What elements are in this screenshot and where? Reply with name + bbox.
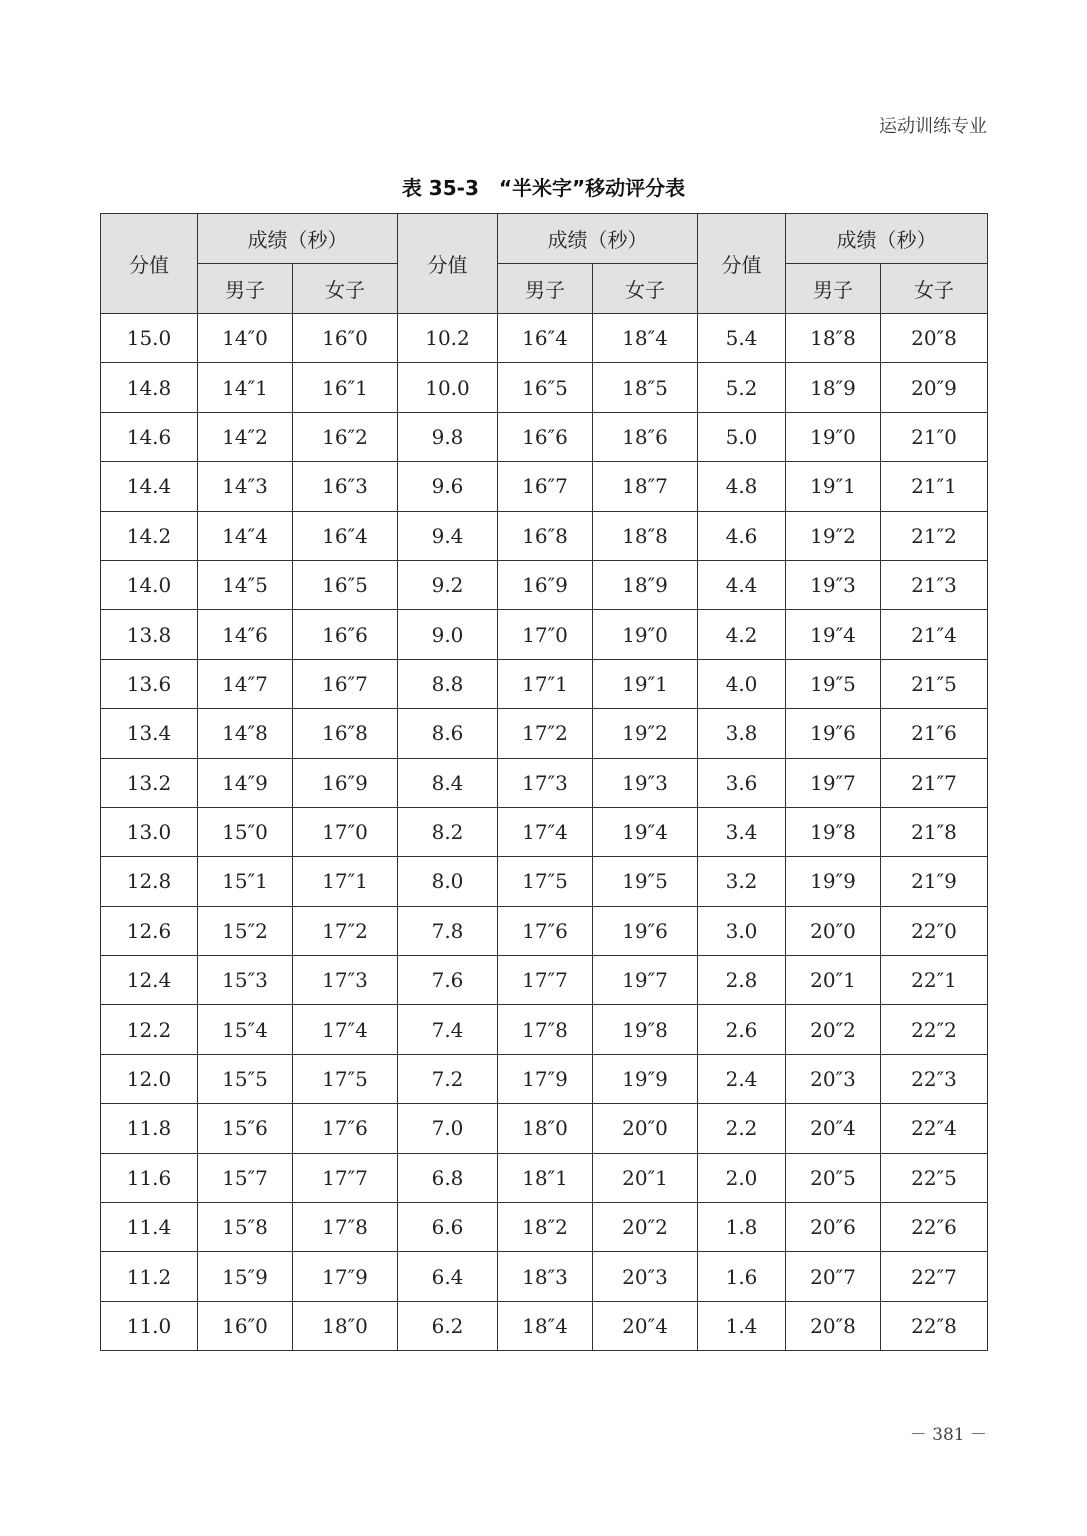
table-cell: 13.6 [101,659,198,708]
table-row [101,659,988,708]
table-cell: 19″7 [593,956,698,1005]
table-cell: 9.4 [398,511,498,560]
female-column-header: 女子 [593,264,698,314]
table-cell: 11.2 [101,1252,198,1301]
table-cell: 14″9 [198,758,293,807]
table-cell: 14″3 [198,462,293,511]
table-cell: 14″4 [198,511,293,560]
table-cell: 22″8 [881,1301,988,1350]
table-cell: 2.8 [698,956,786,1005]
table-cell: 22″6 [881,1203,988,1252]
table-cell: 19″3 [786,560,881,609]
table-cell: 12.8 [101,857,198,906]
table-cell: 15.0 [101,314,198,363]
table-cell: 8.2 [398,807,498,856]
table-cell: 17″6 [498,906,593,955]
table-cell: 6.8 [398,1153,498,1202]
table-cell: 18″4 [593,314,698,363]
table-cell: 19″8 [786,807,881,856]
table-cell: 19″1 [786,462,881,511]
table-cell: 15″8 [198,1203,293,1252]
table-cell: 20″9 [881,363,988,412]
table-cell: 18″9 [593,560,698,609]
score-column-header: 分值 [101,214,198,314]
table-row [101,709,988,758]
table-cell: 3.4 [698,807,786,856]
table-cell: 7.6 [398,956,498,1005]
table-cell: 19″1 [593,659,698,708]
table-cell: 18″9 [786,363,881,412]
table-cell: 19″5 [593,857,698,906]
table-cell: 13.8 [101,610,198,659]
table-row [101,1301,988,1350]
table-cell: 16″0 [198,1301,293,1350]
table-cell: 17″6 [293,1104,398,1153]
table-cell: 17″5 [293,1054,398,1103]
table-cell: 20″2 [593,1203,698,1252]
table-cell: 11.6 [101,1153,198,1202]
table-cell: 18″7 [593,462,698,511]
table-row [101,363,988,412]
table-cell: 20″8 [881,314,988,363]
table-cell: 19″9 [786,857,881,906]
table-cell: 19″2 [786,511,881,560]
table-cell: 7.8 [398,906,498,955]
table-cell: 14″5 [198,560,293,609]
table-cell: 21″1 [881,462,988,511]
table-cell: 9.8 [398,412,498,461]
table-row [101,758,988,807]
table-row [101,1054,988,1103]
table-cell: 17″9 [498,1054,593,1103]
table-cell: 14″0 [198,314,293,363]
table-row [101,1153,988,1202]
table-cell: 5.0 [698,412,786,461]
table-cell: 11.8 [101,1104,198,1153]
table-cell: 12.0 [101,1054,198,1103]
table-cell: 9.2 [398,560,498,609]
table-cell: 21″5 [881,659,988,708]
table-cell: 6.4 [398,1252,498,1301]
table-cell: 18″5 [593,363,698,412]
table-cell: 16″5 [293,560,398,609]
table-cell: 8.4 [398,758,498,807]
result-column-header: 成绩（秒） [198,214,398,264]
table-cell: 16″8 [498,511,593,560]
table-cell: 22″1 [881,956,988,1005]
table-cell: 16″9 [498,560,593,609]
table-cell: 12.4 [101,956,198,1005]
table-cell: 2.2 [698,1104,786,1153]
table-cell: 16″9 [293,758,398,807]
table-cell: 17″9 [293,1252,398,1301]
table-cell: 2.4 [698,1054,786,1103]
table-cell: 19″0 [593,610,698,659]
table-cell: 18″4 [498,1301,593,1350]
table-cell: 15″6 [198,1104,293,1153]
table-cell: 20″4 [786,1104,881,1153]
table-cell: 21″2 [881,511,988,560]
table-body [101,314,988,1351]
table-cell: 7.4 [398,1005,498,1054]
table-cell: 17″2 [293,906,398,955]
table-cell: 15″9 [198,1252,293,1301]
table-cell: 21″7 [881,758,988,807]
table-cell: 22″3 [881,1054,988,1103]
table-cell: 20″2 [786,1005,881,1054]
table-cell: 16″5 [498,363,593,412]
table-cell: 8.8 [398,659,498,708]
table-cell: 19″4 [593,807,698,856]
table-row [101,412,988,461]
table-cell: 19″2 [593,709,698,758]
table-cell: 13.4 [101,709,198,758]
result-column-header: 成绩（秒） [786,214,988,264]
table-cell: 14.0 [101,560,198,609]
table-cell: 15″0 [198,807,293,856]
table-cell: 20″1 [786,956,881,1005]
table-row [101,1203,988,1252]
table-cell: 20″4 [593,1301,698,1350]
table-cell: 20″0 [593,1104,698,1153]
table-cell: 17″1 [293,857,398,906]
table-cell: 8.0 [398,857,498,906]
table-cell: 20″1 [593,1153,698,1202]
table-cell: 18″0 [293,1301,398,1350]
table-cell: 17″3 [293,956,398,1005]
table-cell: 15″5 [198,1054,293,1103]
table-cell: 8.6 [398,709,498,758]
table-cell: 3.6 [698,758,786,807]
table-cell: 19″6 [786,709,881,758]
table-cell: 16″6 [498,412,593,461]
table-cell: 17″2 [498,709,593,758]
table-cell: 19″3 [593,758,698,807]
table-cell: 16″8 [293,709,398,758]
table-cell: 16″3 [293,462,398,511]
table-cell: 20″7 [786,1252,881,1301]
table-cell: 14.4 [101,462,198,511]
result-column-header: 成绩（秒） [498,214,698,264]
table-cell: 1.6 [698,1252,786,1301]
table-cell: 4.8 [698,462,786,511]
table-cell: 21″3 [881,560,988,609]
table-row [101,956,988,1005]
table-cell: 18″3 [498,1252,593,1301]
table-cell: 3.8 [698,709,786,758]
table-row [101,1104,988,1153]
table-cell: 21″9 [881,857,988,906]
table-cell: 13.0 [101,807,198,856]
table-cell: 19″9 [593,1054,698,1103]
table-cell: 14″2 [198,412,293,461]
table-cell: 17″0 [293,807,398,856]
table-cell: 17″1 [498,659,593,708]
table-cell: 10.2 [398,314,498,363]
table-cell: 19″6 [593,906,698,955]
table-cell: 18″6 [593,412,698,461]
table-cell: 11.0 [101,1301,198,1350]
table-cell: 19″5 [786,659,881,708]
page-number: － 381 － [909,1425,987,1445]
table-cell: 22″4 [881,1104,988,1153]
table-cell: 4.2 [698,610,786,659]
table-cell: 17″8 [498,1005,593,1054]
table-row [101,314,988,363]
table-cell: 14.8 [101,363,198,412]
male-column-header: 男子 [498,264,593,314]
table-cell: 5.4 [698,314,786,363]
table-row [101,610,988,659]
table-cell: 18″8 [786,314,881,363]
table-cell: 15″4 [198,1005,293,1054]
table-cell: 16″7 [498,462,593,511]
table-cell: 7.2 [398,1054,498,1103]
table-cell: 19″0 [786,412,881,461]
table-row [101,906,988,955]
table-cell: 9.6 [398,462,498,511]
table-cell: 15″1 [198,857,293,906]
male-column-header: 男子 [786,264,881,314]
table-cell: 16″2 [293,412,398,461]
table-cell: 18″1 [498,1153,593,1202]
table-cell: 17″8 [293,1203,398,1252]
table-cell: 14″8 [198,709,293,758]
table-cell: 17″0 [498,610,593,659]
table-cell: 18″0 [498,1104,593,1153]
table-cell: 4.6 [698,511,786,560]
table-cell: 17″4 [293,1005,398,1054]
table-cell: 17″7 [498,956,593,1005]
table-cell: 17″7 [293,1153,398,1202]
table-cell: 12.2 [101,1005,198,1054]
table-cell: 20″6 [786,1203,881,1252]
table-row [101,511,988,560]
table-cell: 3.2 [698,857,786,906]
table-cell: 16″7 [293,659,398,708]
table-cell: 15″2 [198,906,293,955]
table-cell: 18″2 [498,1203,593,1252]
female-column-header: 女子 [881,264,988,314]
table-row [101,807,988,856]
table-cell: 18″8 [593,511,698,560]
table-header [101,214,988,314]
table-cell: 21″6 [881,709,988,758]
table-cell: 2.0 [698,1153,786,1202]
table-cell: 17″4 [498,807,593,856]
table-cell: 16″0 [293,314,398,363]
table-cell: 22″2 [881,1005,988,1054]
table-cell: 5.2 [698,363,786,412]
table-cell: 11.4 [101,1203,198,1252]
table-row [101,1252,988,1301]
table-cell: 15″7 [198,1153,293,1202]
table-cell: 2.6 [698,1005,786,1054]
table-cell: 6.2 [398,1301,498,1350]
table-cell: 16″6 [293,610,398,659]
table-cell: 20″0 [786,906,881,955]
table-row [101,560,988,609]
table-cell: 14.6 [101,412,198,461]
table-row [101,462,988,511]
running-header: 运动训练专业 [879,116,987,137]
table-cell: 20″8 [786,1301,881,1350]
table-cell: 19″4 [786,610,881,659]
table-cell: 17″3 [498,758,593,807]
table-cell: 10.0 [398,363,498,412]
table-cell: 22″0 [881,906,988,955]
table-cell: 6.6 [398,1203,498,1252]
table-cell: 21″4 [881,610,988,659]
table-cell: 22″5 [881,1153,988,1202]
table-cell: 15″3 [198,956,293,1005]
table-cell: 20″5 [786,1153,881,1202]
table-cell: 21″0 [881,412,988,461]
table-cell: 22″7 [881,1252,988,1301]
table-cell: 3.0 [698,906,786,955]
table-cell: 4.4 [698,560,786,609]
table-cell: 14″7 [198,659,293,708]
table-cell: 21″8 [881,807,988,856]
table-row [101,857,988,906]
table-cell: 1.8 [698,1203,786,1252]
table-cell: 1.4 [698,1301,786,1350]
score-table [100,213,988,1351]
table-cell: 16″4 [498,314,593,363]
table-cell: 14″6 [198,610,293,659]
score-column-header: 分值 [698,214,786,314]
table-cell: 19″8 [593,1005,698,1054]
table-cell: 13.2 [101,758,198,807]
score-column-header: 分值 [398,214,498,314]
table-cell: 20″3 [786,1054,881,1103]
table-title: 表 35-3 “半米字”移动评分表 [401,176,686,200]
table-cell: 16″4 [293,511,398,560]
table-cell: 4.0 [698,659,786,708]
table-cell: 14″1 [198,363,293,412]
table-cell: 7.0 [398,1104,498,1153]
male-column-header: 男子 [198,264,293,314]
table-cell: 16″1 [293,363,398,412]
table-cell: 12.6 [101,906,198,955]
female-column-header: 女子 [293,264,398,314]
table-cell: 9.0 [398,610,498,659]
table-cell: 17″5 [498,857,593,906]
table-cell: 19″7 [786,758,881,807]
table-cell: 20″3 [593,1252,698,1301]
table-cell: 14.2 [101,511,198,560]
table-row [101,1005,988,1054]
